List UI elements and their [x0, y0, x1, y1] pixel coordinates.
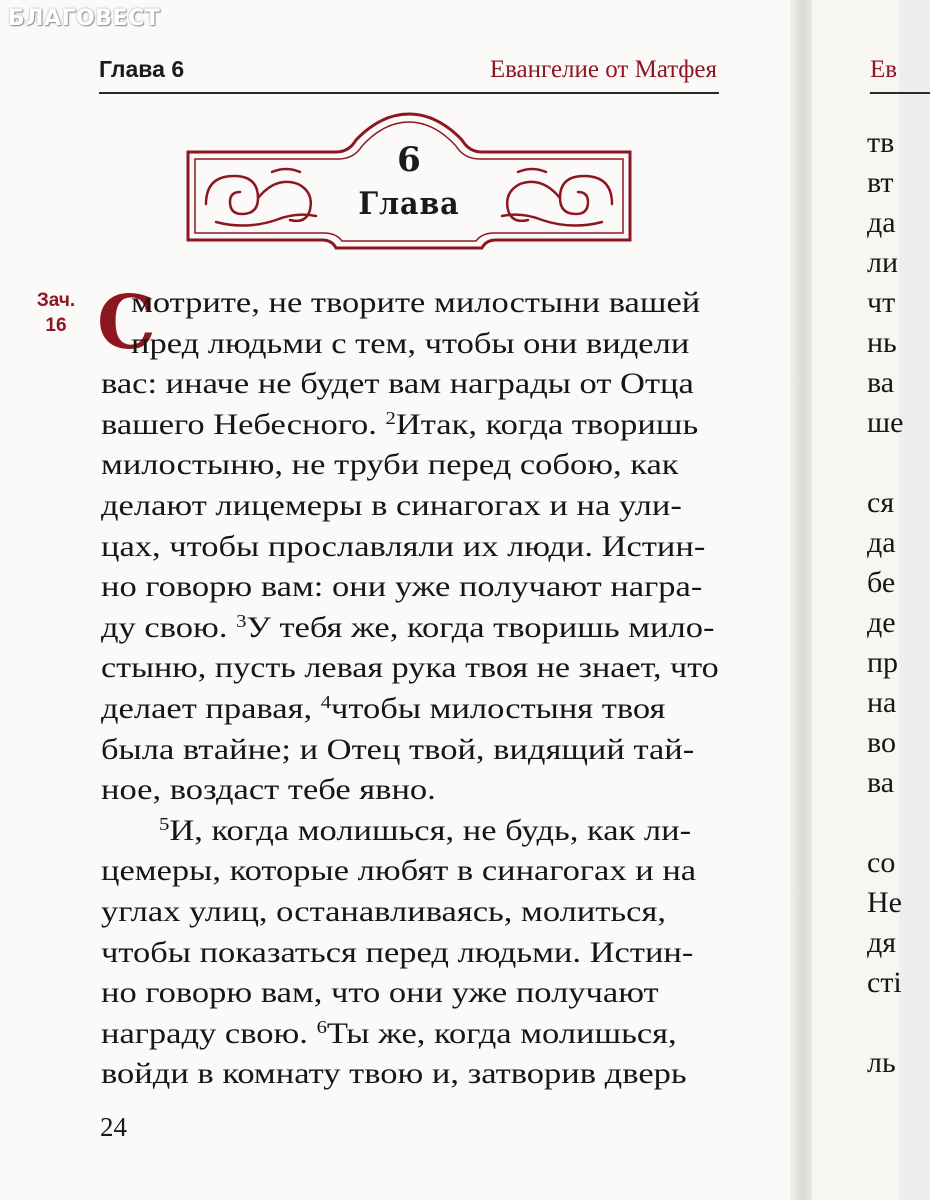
facing-page-line: да: [867, 206, 896, 239]
text-run: Ты же, когда молишься,: [326, 1016, 677, 1050]
text-line: [101, 608, 714, 648]
text-run: У тебя же, когда творишь мило-: [246, 610, 715, 644]
facing-page-line: чт: [867, 286, 896, 319]
text-run: мотрите, не творите милостыни вашей: [131, 286, 701, 319]
facing-page-line: со: [867, 846, 896, 879]
text-run: но говорю вам: они уже получают награ-: [101, 570, 703, 604]
verse-number: 5: [159, 813, 170, 834]
facing-page-line: ва: [867, 766, 895, 799]
facing-page-line: во: [867, 726, 896, 759]
facing-page-line: ва: [867, 366, 895, 399]
running-header-book-title: Евангелие от Матфея: [489, 56, 717, 83]
text-line: [101, 689, 665, 729]
text-run: ное, воздаст тебе явно.: [101, 773, 436, 807]
verse-number: 3: [236, 610, 247, 631]
ornament-frame-icon: [186, 112, 632, 252]
text-run: но говорю вам, что они уже получают: [101, 976, 659, 1010]
facing-page-line: де: [867, 606, 896, 639]
facing-page-line: бе: [867, 566, 896, 599]
text-line: [101, 770, 436, 810]
text-line: [101, 730, 694, 770]
text-line: [101, 851, 696, 891]
text-line: [101, 364, 694, 404]
chapter-number: 6: [397, 140, 421, 180]
verse-number: 2: [385, 407, 396, 428]
facing-page-line: нь: [867, 326, 897, 359]
facing-page-line: Не: [867, 886, 902, 919]
text-run: была втайне; и Отец твой, видящий тай-: [101, 732, 695, 766]
text-run: чтобы показаться перед людьми. Истин-: [101, 935, 694, 969]
facing-page-rule: [870, 92, 930, 94]
facing-page-header: Ев: [870, 56, 898, 83]
text-run: цемеры, которые любят в синагогах и на: [101, 854, 697, 888]
verse-number: 4: [320, 692, 332, 712]
text-run: делают лицемеры в синагогах и на ули-: [101, 489, 682, 522]
book-gutter: [790, 0, 814, 1200]
chapter-ornament: [186, 112, 632, 252]
text-line: [101, 486, 682, 526]
watermark: БЛАГОВЕСТ: [8, 6, 161, 31]
text-run: И, когда молишься, не будь, как ли-: [169, 813, 692, 847]
margin-note-label: Зач.: [36, 290, 76, 311]
text-run: милостыню, не труби перед собою, как: [101, 448, 679, 482]
page-number: 24: [100, 1112, 127, 1142]
facing-page-line: дя: [867, 926, 897, 959]
facing-page-line: ся: [867, 486, 895, 519]
facing-page-fragment: [812, 0, 904, 1200]
verse-number: 6: [316, 1016, 327, 1037]
text-run: пред людьми с тем, чтобы они видели: [131, 326, 690, 360]
margin-reading-note: [26, 288, 86, 338]
facing-page-line: сті: [867, 966, 902, 999]
text-run: делает правая,: [101, 692, 321, 725]
text-line: [101, 973, 659, 1013]
drop-cap-initial: С: [97, 280, 156, 366]
header-rule: [99, 92, 719, 94]
text-line: [101, 405, 698, 445]
text-line: [101, 892, 666, 932]
text-line: [101, 648, 719, 688]
facing-page-line: тв: [867, 126, 895, 159]
facing-page-line: да: [867, 526, 896, 559]
text-run: чтобы милостыня твоя: [331, 692, 666, 725]
running-header-chapter: Глава 6: [99, 56, 185, 82]
text-run: награду свою.: [101, 1016, 317, 1050]
text-line: [101, 567, 702, 607]
text-run: цах, чтобы прославляли их люди. Истин-: [101, 529, 706, 563]
text-line: [159, 811, 691, 851]
facing-page-line: вт: [867, 166, 894, 199]
facing-page-line: ли: [867, 246, 899, 279]
text-line: [131, 283, 700, 323]
facing-page-line: на: [867, 686, 897, 719]
text-run: Итак, когда творишь: [395, 407, 699, 441]
margin-note-number: 16: [45, 315, 67, 336]
facing-page-line: ль: [867, 1046, 896, 1079]
text-run: стыню, пусть левая рука твоя не знает, что: [101, 651, 719, 685]
text-run: войди в комнату твою и, затворив дверь: [101, 1057, 687, 1091]
text-run: вашего Небесного.: [101, 407, 386, 441]
text-line: [101, 527, 705, 567]
text-line: [101, 1054, 687, 1094]
text-line: [101, 445, 679, 485]
text-line: [101, 1014, 677, 1054]
facing-page-line: пр: [867, 646, 899, 679]
text-line: [101, 933, 693, 973]
text-run: вас: иначе не будет вам награды от Отца: [101, 367, 694, 401]
text-line: [131, 324, 689, 364]
text-run: углах улиц, останавливаясь, молиться,: [101, 895, 666, 928]
facing-page-line: ше: [867, 406, 904, 439]
text-run: ду свою.: [101, 610, 237, 644]
chapter-word: Глава: [358, 186, 460, 222]
